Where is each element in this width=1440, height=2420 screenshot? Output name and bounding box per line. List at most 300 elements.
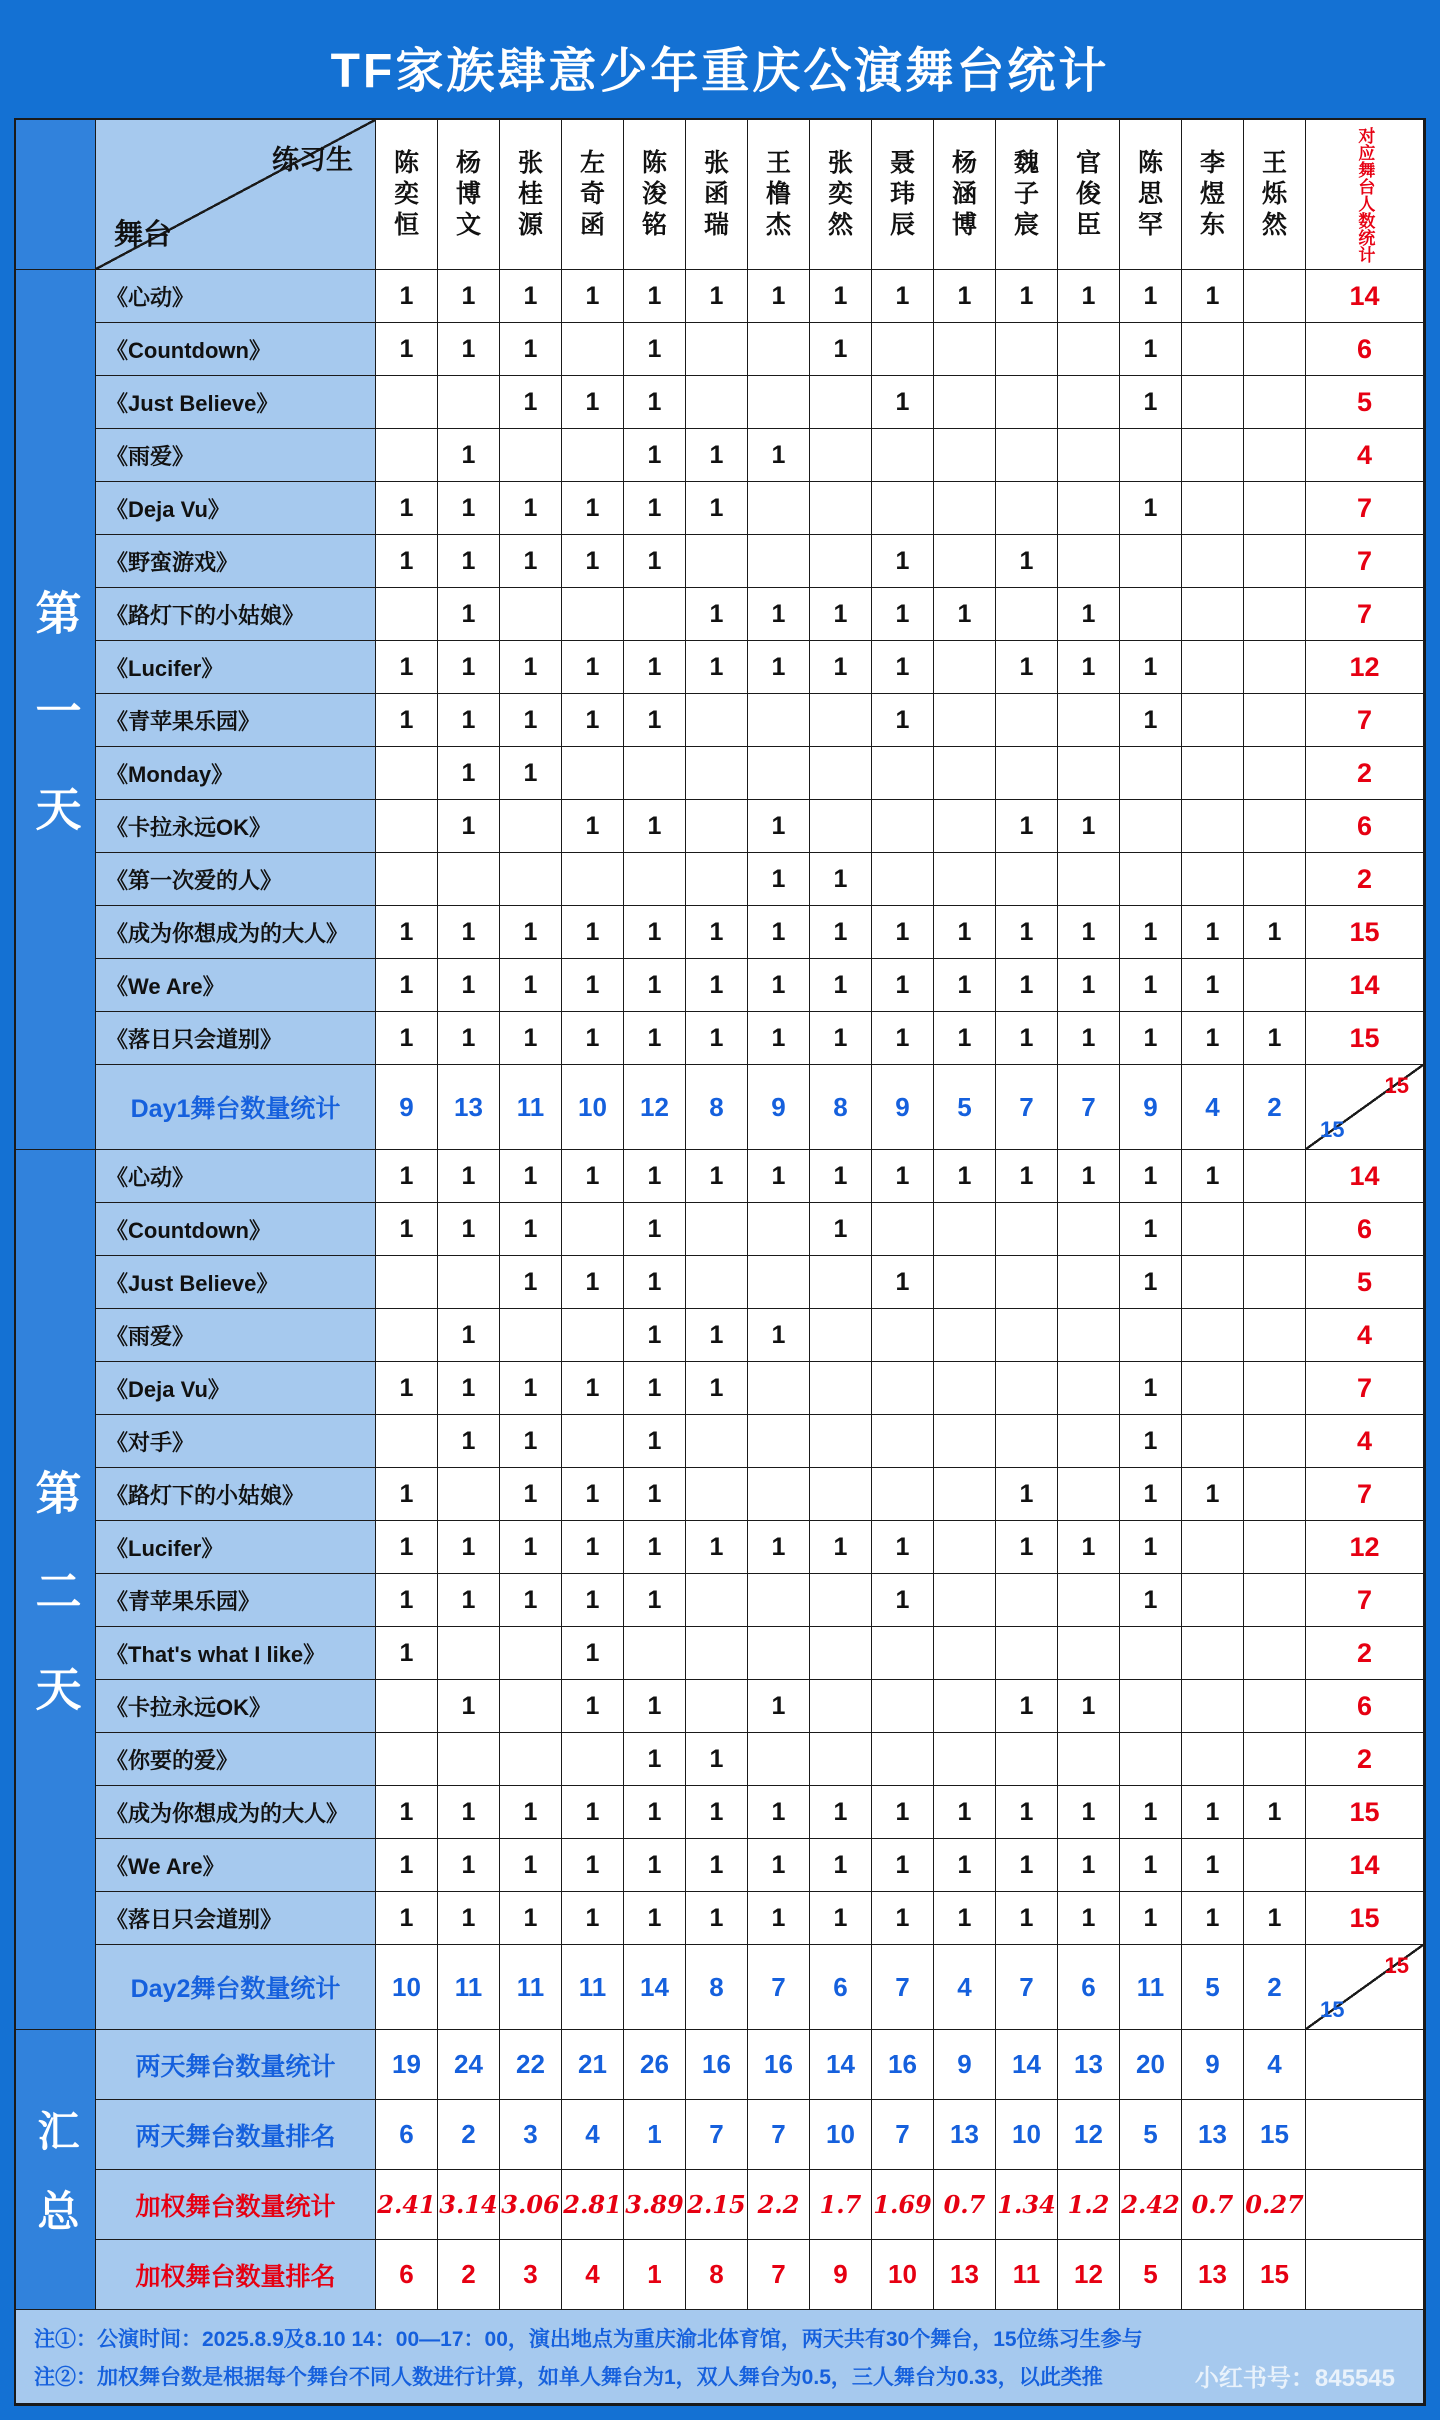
- participation-cell: [1244, 270, 1306, 323]
- participation-cell: 1: [872, 1521, 934, 1574]
- participation-cell: 1: [562, 1521, 624, 1574]
- participation-cell: [748, 1415, 810, 1468]
- stats-corner-top-value: 15: [1384, 1953, 1409, 1978]
- participation-cell: [500, 853, 562, 906]
- participation-cell: [376, 429, 438, 482]
- participation-cell: 1: [810, 641, 872, 694]
- participation-cell: 1: [872, 270, 934, 323]
- summary-total-blank: [1306, 2240, 1424, 2310]
- summary-label-text: 汇总: [32, 2108, 80, 2269]
- participation-cell: [810, 1574, 872, 1627]
- participation-cell: 1: [872, 1574, 934, 1627]
- row-total-cell: 15: [1306, 906, 1424, 959]
- participation-cell: 1: [1244, 1786, 1306, 1839]
- row-total-cell: 5: [1306, 1256, 1424, 1309]
- participation-cell: [1182, 1362, 1244, 1415]
- participation-cell: 1: [810, 1839, 872, 1892]
- participation-cell: [810, 1256, 872, 1309]
- participation-cell: 1: [686, 1892, 748, 1945]
- participation-cell: [1244, 376, 1306, 429]
- summary-value: 7: [748, 2240, 810, 2310]
- participation-cell: 1: [500, 1150, 562, 1203]
- summary-value: 3.06: [500, 2170, 562, 2240]
- participation-cell: 1: [562, 641, 624, 694]
- day-stats-value: 11: [500, 1065, 562, 1150]
- participation-cell: 1: [1058, 1150, 1120, 1203]
- participation-cell: 1: [1058, 588, 1120, 641]
- trainee-name: 王橹杰: [765, 148, 791, 240]
- participation-cell: 1: [624, 482, 686, 535]
- participation-cell: [1244, 959, 1306, 1012]
- participation-cell: [810, 1468, 872, 1521]
- participation-cell: [1244, 1574, 1306, 1627]
- participation-cell: [686, 1415, 748, 1468]
- summary-value: 9: [934, 2030, 996, 2100]
- participation-cell: 1: [810, 853, 872, 906]
- participation-cell: 1: [500, 1468, 562, 1521]
- participation-cell: 1: [748, 1012, 810, 1065]
- participation-cell: [1244, 1256, 1306, 1309]
- participation-cell: [1120, 588, 1182, 641]
- participation-cell: [686, 1203, 748, 1256]
- participation-cell: 1: [1120, 694, 1182, 747]
- participation-cell: 1: [1120, 376, 1182, 429]
- participation-cell: 1: [1058, 270, 1120, 323]
- participation-cell: 1: [376, 482, 438, 535]
- participation-cell: 1: [624, 906, 686, 959]
- participation-cell: 1: [1058, 1892, 1120, 1945]
- participation-cell: [686, 694, 748, 747]
- participation-cell: [996, 376, 1058, 429]
- participation-cell: [1058, 323, 1120, 376]
- participation-cell: 1: [500, 1786, 562, 1839]
- participation-cell: [810, 1733, 872, 1786]
- participation-cell: 1: [376, 641, 438, 694]
- row-total-cell: 2: [1306, 747, 1424, 800]
- participation-cell: [872, 853, 934, 906]
- participation-cell: 1: [748, 853, 810, 906]
- stats-corner-bottom-value: 15: [1320, 1997, 1345, 2022]
- participation-cell: [934, 323, 996, 376]
- participation-cell: [1058, 853, 1120, 906]
- participation-cell: [748, 1627, 810, 1680]
- row-total-cell: 7: [1306, 1362, 1424, 1415]
- participation-cell: 1: [686, 959, 748, 1012]
- participation-cell: 1: [624, 1256, 686, 1309]
- participation-cell: 1: [810, 959, 872, 1012]
- participation-cell: 1: [624, 270, 686, 323]
- participation-cell: [996, 1733, 1058, 1786]
- participation-cell: 1: [748, 270, 810, 323]
- participation-cell: [872, 747, 934, 800]
- participation-cell: [686, 747, 748, 800]
- participation-cell: 1: [748, 1839, 810, 1892]
- song-title-cell: 《Deja Vu》: [96, 482, 376, 535]
- participation-cell: [500, 1733, 562, 1786]
- song-title-cell: 《路灯下的小姑娘》: [96, 588, 376, 641]
- participation-cell: [748, 1468, 810, 1521]
- participation-cell: 1: [500, 959, 562, 1012]
- summary-value: 4: [1244, 2030, 1306, 2100]
- participation-cell: 1: [1120, 482, 1182, 535]
- trainee-name: 陈浚铭: [641, 148, 667, 240]
- participation-cell: 1: [872, 694, 934, 747]
- participation-cell: [810, 535, 872, 588]
- day-stats-value: 7: [996, 1945, 1058, 2030]
- participation-cell: [500, 588, 562, 641]
- participation-cell: [624, 588, 686, 641]
- participation-cell: 1: [1120, 1415, 1182, 1468]
- participation-cell: [562, 1309, 624, 1362]
- participation-cell: [810, 1362, 872, 1415]
- participation-cell: 1: [624, 1012, 686, 1065]
- participation-cell: 1: [1120, 959, 1182, 1012]
- participation-cell: 1: [562, 800, 624, 853]
- day-stats-value: 4: [1182, 1065, 1244, 1150]
- participation-cell: [1244, 800, 1306, 853]
- participation-cell: 1: [996, 906, 1058, 959]
- summary-value: 14: [996, 2030, 1058, 2100]
- participation-cell: 1: [1058, 1012, 1120, 1065]
- participation-cell: 1: [1120, 1892, 1182, 1945]
- participation-cell: [934, 694, 996, 747]
- summary-value: 6: [376, 2100, 438, 2170]
- participation-cell: [376, 588, 438, 641]
- participation-cell: [500, 1309, 562, 1362]
- trainee-name-header: [562, 120, 624, 270]
- participation-cell: 1: [376, 1150, 438, 1203]
- participation-cell: [438, 376, 500, 429]
- participation-cell: 1: [562, 906, 624, 959]
- day-stats-value: 4: [934, 1945, 996, 2030]
- participation-cell: 1: [748, 588, 810, 641]
- participation-cell: [376, 747, 438, 800]
- participation-cell: 1: [748, 429, 810, 482]
- participation-cell: [872, 482, 934, 535]
- trainee-name: 李煜东: [1199, 148, 1225, 240]
- trainee-name: 陈思罕: [1137, 148, 1163, 240]
- participation-cell: [934, 1256, 996, 1309]
- participation-cell: 1: [376, 1892, 438, 1945]
- participation-cell: 1: [872, 1150, 934, 1203]
- participation-cell: [1244, 853, 1306, 906]
- summary-value: 7: [748, 2100, 810, 2170]
- row-total-cell: 14: [1306, 1150, 1424, 1203]
- summary-value: 7: [872, 2100, 934, 2170]
- song-title-cell: 《路灯下的小姑娘》: [96, 1468, 376, 1521]
- participation-cell: [438, 1733, 500, 1786]
- participation-cell: [1244, 1839, 1306, 1892]
- participation-cell: [748, 323, 810, 376]
- participation-cell: [1120, 800, 1182, 853]
- participation-cell: [934, 535, 996, 588]
- participation-cell: [996, 429, 1058, 482]
- song-title-cell: 《落日只会道别》: [96, 1012, 376, 1065]
- participation-cell: [1182, 1680, 1244, 1733]
- participation-cell: 1: [996, 1680, 1058, 1733]
- participation-cell: [376, 1680, 438, 1733]
- day-stats-value: 9: [1120, 1065, 1182, 1150]
- participation-cell: 1: [872, 959, 934, 1012]
- participation-cell: 1: [810, 1786, 872, 1839]
- summary-value: 16: [686, 2030, 748, 2100]
- summary-value: 10: [810, 2100, 872, 2170]
- song-title-cell: 《We Are》: [96, 1839, 376, 1892]
- participation-cell: [686, 1627, 748, 1680]
- participation-cell: 1: [500, 1892, 562, 1945]
- participation-cell: 1: [624, 323, 686, 376]
- participation-cell: [872, 323, 934, 376]
- participation-cell: [562, 588, 624, 641]
- participation-cell: [934, 482, 996, 535]
- participation-cell: 1: [810, 1150, 872, 1203]
- day-stats-value: 8: [686, 1945, 748, 2030]
- summary-value: 2: [438, 2240, 500, 2310]
- participation-cell: 1: [376, 323, 438, 376]
- participation-cell: 1: [500, 535, 562, 588]
- participation-cell: 1: [376, 1574, 438, 1627]
- song-title-cell: 《对手》: [96, 1415, 376, 1468]
- summary-value: 3.14: [438, 2170, 500, 2240]
- participation-cell: [934, 747, 996, 800]
- summary-value: 16: [748, 2030, 810, 2100]
- participation-cell: [996, 747, 1058, 800]
- participation-cell: [810, 482, 872, 535]
- song-title-cell: 《心动》: [96, 270, 376, 323]
- corner-trainee-label: 练习生: [272, 145, 353, 175]
- day-stats-value: 12: [624, 1065, 686, 1150]
- row-total-cell: 5: [1306, 376, 1424, 429]
- trainee-name-header: [748, 120, 810, 270]
- trainee-name-header: [686, 120, 748, 270]
- summary-row-label: 加权舞台数量统计: [96, 2170, 376, 2240]
- summary-value: 10: [996, 2100, 1058, 2170]
- participation-cell: 1: [500, 376, 562, 429]
- participation-cell: [748, 1733, 810, 1786]
- participation-cell: [872, 1415, 934, 1468]
- participation-cell: [748, 694, 810, 747]
- participation-cell: 1: [996, 1892, 1058, 1945]
- participation-cell: 1: [1120, 1256, 1182, 1309]
- participation-cell: 1: [748, 1150, 810, 1203]
- summary-value: 2.2: [748, 2170, 810, 2240]
- summary-value: 3.89: [624, 2170, 686, 2240]
- participation-cell: [934, 1627, 996, 1680]
- day-label-text: 第一天: [29, 588, 82, 883]
- participation-cell: [686, 1574, 748, 1627]
- participation-cell: 1: [500, 1415, 562, 1468]
- participation-cell: [1120, 1680, 1182, 1733]
- participation-cell: 1: [872, 1786, 934, 1839]
- participation-cell: 1: [624, 1892, 686, 1945]
- participation-cell: 1: [1120, 1786, 1182, 1839]
- participation-cell: [996, 1627, 1058, 1680]
- day-stats-value: 10: [562, 1065, 624, 1150]
- song-title-cell: 《落日只会道别》: [96, 1892, 376, 1945]
- participation-cell: 1: [438, 959, 500, 1012]
- participation-cell: 1: [624, 429, 686, 482]
- participation-cell: 1: [686, 1362, 748, 1415]
- row-total-cell: 7: [1306, 1468, 1424, 1521]
- participation-cell: 1: [1120, 641, 1182, 694]
- participation-cell: 1: [748, 1680, 810, 1733]
- participation-cell: [1182, 588, 1244, 641]
- participation-cell: 1: [934, 1012, 996, 1065]
- day-stats-value: 2: [1244, 1065, 1306, 1150]
- participation-cell: 1: [1182, 270, 1244, 323]
- day-stats-value: 9: [376, 1065, 438, 1150]
- song-title-cell: 《心动》: [96, 1150, 376, 1203]
- participation-cell: [1244, 1680, 1306, 1733]
- participation-cell: [872, 800, 934, 853]
- participation-cell: 1: [624, 1362, 686, 1415]
- participation-cell: [1058, 1574, 1120, 1627]
- participation-cell: 1: [376, 1839, 438, 1892]
- day-label-text: 第二天: [29, 1468, 82, 1763]
- summary-value: 9: [1182, 2030, 1244, 2100]
- participation-cell: 1: [562, 1362, 624, 1415]
- summary-value: 2.41: [376, 2170, 438, 2240]
- day-stats-value: 11: [1120, 1945, 1182, 2030]
- participation-cell: 1: [562, 1012, 624, 1065]
- row-total-cell: 6: [1306, 323, 1424, 376]
- day-stats-value: 7: [748, 1945, 810, 2030]
- participation-cell: [1244, 1203, 1306, 1256]
- participation-cell: 1: [438, 270, 500, 323]
- participation-cell: [1058, 1468, 1120, 1521]
- participation-cell: 1: [686, 429, 748, 482]
- row-total-cell: 4: [1306, 1415, 1424, 1468]
- participation-cell: [810, 429, 872, 482]
- participation-cell: [1182, 747, 1244, 800]
- participation-cell: 1: [810, 270, 872, 323]
- trainee-name-header: [934, 120, 996, 270]
- participation-cell: [1244, 1362, 1306, 1415]
- participation-cell: 1: [748, 1309, 810, 1362]
- summary-value: 13: [1058, 2030, 1120, 2100]
- participation-cell: [1058, 747, 1120, 800]
- participation-cell: [1244, 694, 1306, 747]
- participation-cell: [562, 853, 624, 906]
- participation-cell: 1: [1058, 1839, 1120, 1892]
- participation-cell: 1: [934, 270, 996, 323]
- summary-value: 2.15: [686, 2170, 748, 2240]
- song-title-cell: 《Deja Vu》: [96, 1362, 376, 1415]
- song-title-cell: 《卡拉永远OK》: [96, 800, 376, 853]
- participation-cell: 1: [996, 1521, 1058, 1574]
- trainee-name: 魏子宸: [1013, 148, 1039, 240]
- participation-cell: [1120, 747, 1182, 800]
- summary-value: 20: [1120, 2030, 1182, 2100]
- participation-cell: [748, 482, 810, 535]
- participation-cell: 1: [1182, 1786, 1244, 1839]
- participation-cell: 1: [438, 1521, 500, 1574]
- participation-cell: 1: [810, 1203, 872, 1256]
- participation-cell: 1: [996, 1786, 1058, 1839]
- participation-cell: [872, 1627, 934, 1680]
- participation-cell: 1: [996, 959, 1058, 1012]
- summary-value: 1.2: [1058, 2170, 1120, 2240]
- participation-cell: 1: [500, 694, 562, 747]
- participation-cell: 1: [872, 1892, 934, 1945]
- summary-value: 1: [624, 2100, 686, 2170]
- participation-cell: 1: [1120, 1012, 1182, 1065]
- participation-cell: 1: [1244, 1892, 1306, 1945]
- participation-cell: 1: [376, 694, 438, 747]
- summary-value: 5: [1120, 2240, 1182, 2310]
- participation-cell: [1120, 1733, 1182, 1786]
- participation-cell: [1058, 1362, 1120, 1415]
- participation-cell: 1: [438, 535, 500, 588]
- participation-cell: 1: [562, 482, 624, 535]
- song-title-cell: 《Just Believe》: [96, 376, 376, 429]
- trainee-name: 官俊臣: [1075, 148, 1101, 240]
- participation-cell: [810, 747, 872, 800]
- summary-value: 15: [1244, 2240, 1306, 2310]
- summary-value: 13: [1182, 2100, 1244, 2170]
- participation-cell: [1120, 1627, 1182, 1680]
- participation-cell: 1: [438, 323, 500, 376]
- participation-cell: 1: [438, 906, 500, 959]
- participation-cell: 1: [996, 1468, 1058, 1521]
- trainee-name: 聂玮辰: [889, 148, 915, 240]
- participation-cell: [934, 1574, 996, 1627]
- participation-cell: [810, 1309, 872, 1362]
- row-total-cell: 2: [1306, 1733, 1424, 1786]
- day-stats-value: 5: [934, 1065, 996, 1150]
- participation-cell: 1: [376, 270, 438, 323]
- participation-cell: [872, 1680, 934, 1733]
- participation-cell: [1182, 482, 1244, 535]
- summary-value: 26: [624, 2030, 686, 2100]
- participation-cell: 1: [686, 641, 748, 694]
- participation-cell: [748, 1362, 810, 1415]
- participation-cell: 1: [562, 1256, 624, 1309]
- participation-cell: [748, 1574, 810, 1627]
- participation-cell: [686, 1468, 748, 1521]
- participation-cell: 1: [624, 641, 686, 694]
- participation-cell: [1182, 376, 1244, 429]
- row-total-cell: 15: [1306, 1012, 1424, 1065]
- participation-cell: 1: [934, 959, 996, 1012]
- summary-row-label: 两天舞台数量统计: [96, 2030, 376, 2100]
- participation-cell: [748, 747, 810, 800]
- participation-cell: 1: [624, 800, 686, 853]
- participation-cell: [1182, 1574, 1244, 1627]
- participation-cell: [810, 1627, 872, 1680]
- participation-cell: [934, 1521, 996, 1574]
- participation-cell: 1: [1182, 1468, 1244, 1521]
- participation-cell: 1: [438, 588, 500, 641]
- participation-cell: 1: [934, 588, 996, 641]
- participation-cell: 1: [872, 1256, 934, 1309]
- note-text: 注②：加权舞台数是根据每个舞台不同人数进行计算，如单人舞台为1，双人舞台为0.5，三人舞台为0.33，以此类推: [34, 2365, 1103, 2389]
- participation-cell: 1: [624, 376, 686, 429]
- note-text: 注①：公演时间：2025.8.9及8.10 14：00—17：00，演出地点为重庆渝北体育馆，两天共有30个舞台，15位练习生参与: [34, 2327, 1143, 2351]
- participation-cell: 1: [1058, 1680, 1120, 1733]
- participation-cell: 1: [500, 270, 562, 323]
- song-title-cell: 《你要的爱》: [96, 1733, 376, 1786]
- participation-cell: [686, 323, 748, 376]
- song-title-cell: 《Countdown》: [96, 323, 376, 376]
- participation-cell: [1182, 800, 1244, 853]
- summary-value: 14: [810, 2030, 872, 2100]
- summary-value: 2.42: [1120, 2170, 1182, 2240]
- song-title-cell: 《青苹果乐园》: [96, 694, 376, 747]
- row-total-cell: 2: [1306, 853, 1424, 906]
- song-title-cell: 《卡拉永远OK》: [96, 1680, 376, 1733]
- participation-cell: 1: [438, 1362, 500, 1415]
